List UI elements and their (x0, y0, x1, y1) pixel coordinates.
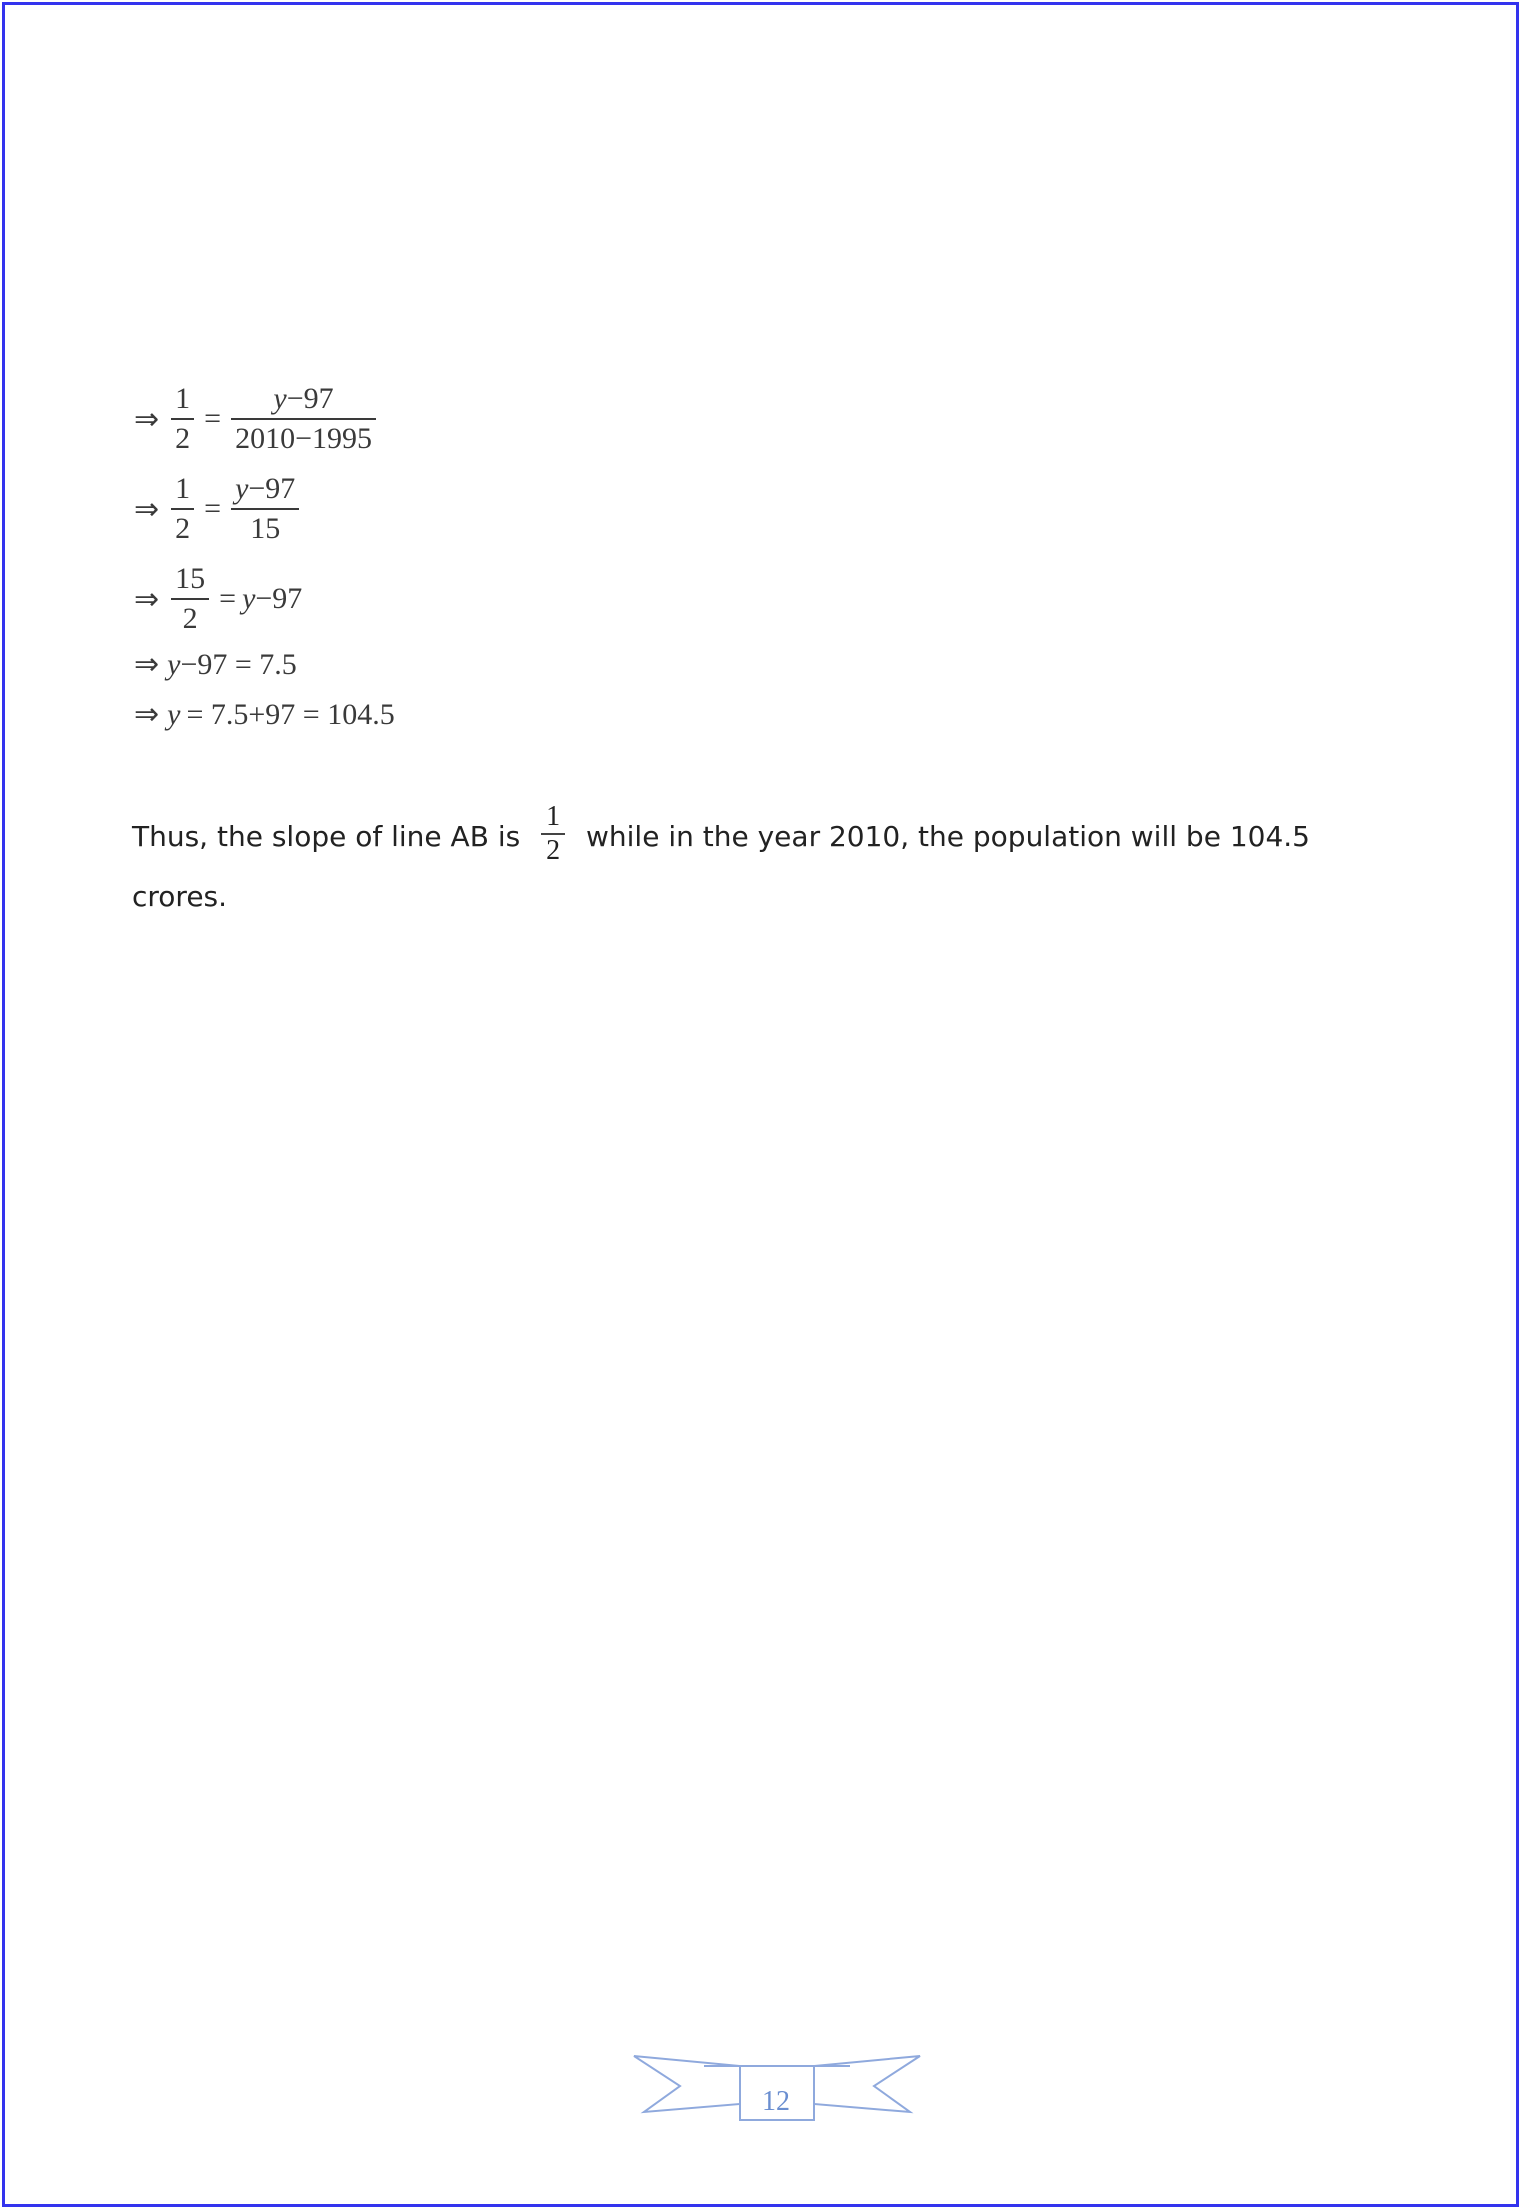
equals-symbol: = (204, 402, 222, 435)
slope-fraction: $\frac{1}{2}$ (541, 801, 565, 867)
equals-symbol: = (204, 492, 222, 525)
implies-symbol: ⇒ (134, 401, 160, 437)
implies-symbol: ⇒ (134, 697, 160, 732)
page-border (2, 2, 1519, 2207)
fraction-lhs: $\frac{15}{2}$ (171, 560, 209, 638)
fraction-lhs: $\frac{1}{2}$ (171, 470, 194, 548)
rhs-expression: y−97 (242, 582, 303, 615)
expression-text: −97 = 7.5 (180, 647, 297, 681)
fraction-rhs: $\frac{y-97}{15}$ (231, 470, 299, 548)
fraction-rhs: $\frac{y-97}{2010-1995}$ (231, 380, 376, 458)
expression-text: = 7.5+97 = 104.5 (186, 697, 395, 731)
implies-symbol: ⇒ (134, 647, 160, 682)
equals-symbol: = (219, 582, 237, 615)
fraction-lhs: $\frac{1}{2}$ (171, 380, 194, 458)
implies-symbol: ⇒ (134, 581, 160, 617)
equation-step-4: ⇒ y −97 = 7.5 (134, 647, 297, 682)
conclusion-paragraph: Thus, the slope of line AB is $\frac{1}{2}$ while in the year 2010, the population will be 104.5 crores. (132, 801, 1310, 913)
equation-step-2 (134, 470, 303, 548)
equation-step-1 (134, 380, 380, 458)
implies-symbol: ⇒ (134, 491, 160, 527)
equation-step-3 (134, 560, 302, 638)
page-number: 12 (762, 2086, 790, 2117)
equation-step-5: ⇒ y = 7.5+97 = 104.5 (134, 697, 395, 732)
